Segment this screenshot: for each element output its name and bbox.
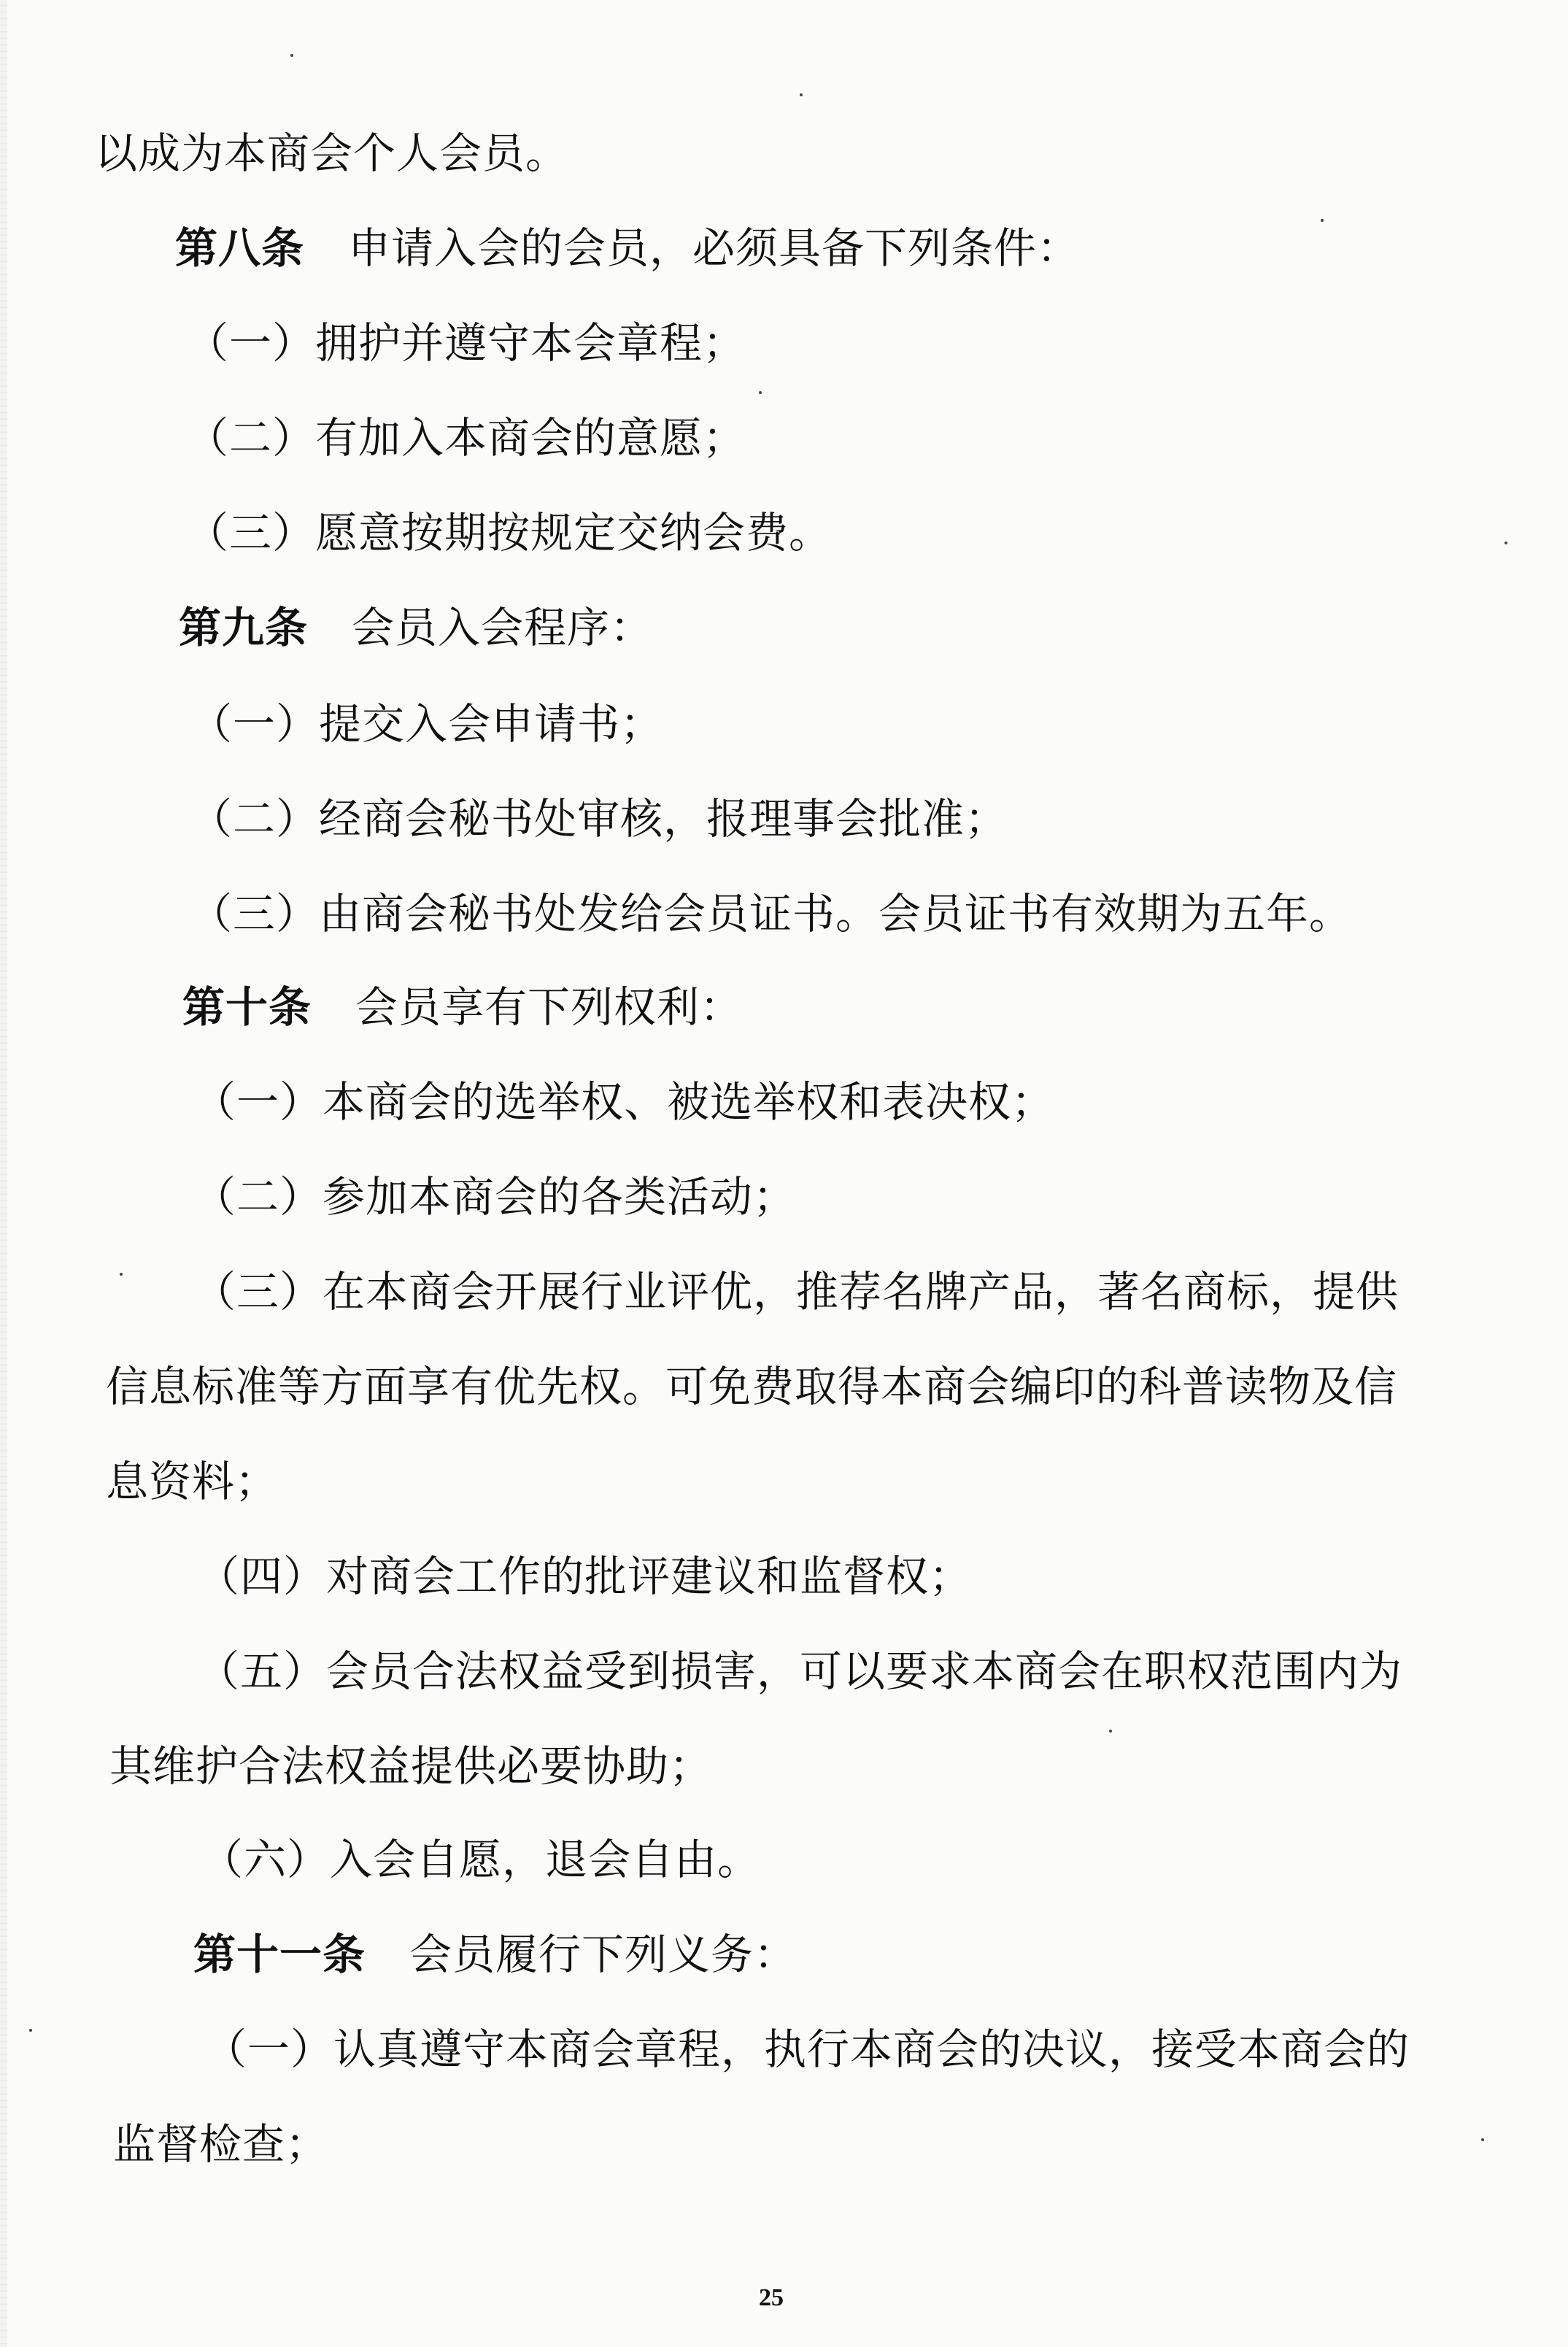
line-text: （六）入会自愿，退会自由。 [201,1835,761,1884]
line-text: 会员履行下列义务： [409,1930,797,1979]
line-text: （二）参加本商会的各类活动； [193,1172,797,1222]
scan-speck [759,391,762,394]
scan-speck [1505,542,1507,544]
line-text: 会员入会程序： [352,603,654,652]
line-text: （二）有加入本商会的意愿； [186,413,746,463]
scan-speck [29,2029,32,2032]
article-heading [179,598,653,657]
article-heading [193,1925,797,1984]
text-line [186,409,746,467]
scan-speck [1109,1730,1112,1733]
text-line [95,124,568,182]
line-text: （二）经商会秘书处审核，报理事会批准； [190,794,1008,844]
scan-edge [0,0,7,2347]
article-number: 第九条 [179,603,309,652]
page-number: 25 [759,2284,784,2311]
line-text: （一）提交入会申请书； [190,699,664,749]
line-text: （三）在本商会开展行业评优，推荐名牌产品，著名商标，提供 [193,1267,1399,1317]
line-text: （五）会员合法权益受到损害，可以要求本商会在职权范围内为 [197,1646,1403,1696]
line-text: （三）愿意按期按规定交纳会费。 [186,508,833,558]
scan-speck [290,54,293,57]
text-line [197,1547,972,1606]
line-text: （四）对商会工作的批评建议和监督权； [197,1552,973,1601]
text-line [193,1263,1399,1321]
text-line [193,1073,1054,1131]
scan-speck [800,93,803,96]
text-line [190,790,1008,848]
line-text: （一）认真遵守本商会章程，执行本商会的决议，接受本商会的 [204,2024,1410,2074]
text-line [109,1737,712,1795]
line-text: 申请入会的会员，必须具备下列条件： [348,223,1081,273]
line-text: 监督检查； [113,2119,329,2169]
article-number: 第十条 [182,982,312,1032]
text-line [204,2020,1410,2078]
text-line [106,1357,1397,1416]
text-line [106,1452,278,1511]
line-text: 信息标准等方面享有优先权。可免费取得本商会编印的科普读物及信 [106,1362,1398,1411]
line-text: 以成为本商会个人会员。 [95,128,569,178]
text-line [197,1642,1402,1700]
text-line [201,1830,760,1889]
text-line [190,695,663,753]
article-heading [175,219,1080,277]
text-line [190,885,1352,943]
article-number: 第十一条 [193,1930,366,1979]
text-line [113,2115,328,2173]
scan-speck [120,1273,123,1276]
line-text: （三）由商会秘书处发给会员证书。会员证书有效期为五年。 [190,889,1353,939]
line-text: （一）本商会的选举权、被选举权和表决权； [193,1077,1055,1127]
text-line [186,504,832,562]
line-text: 其维护合法权益提供必要协助； [109,1741,713,1791]
line-text: 息资料； [106,1457,279,1506]
line-text: 会员享有下列权利： [355,982,744,1032]
article-number: 第八条 [175,223,305,273]
text-line [193,1168,796,1226]
line-text: （一）拥护并遵守本会章程； [186,318,746,368]
scan-speck [1321,219,1324,222]
text-line [186,314,746,372]
article-heading [182,978,743,1036]
scan-speck [1481,2138,1484,2141]
